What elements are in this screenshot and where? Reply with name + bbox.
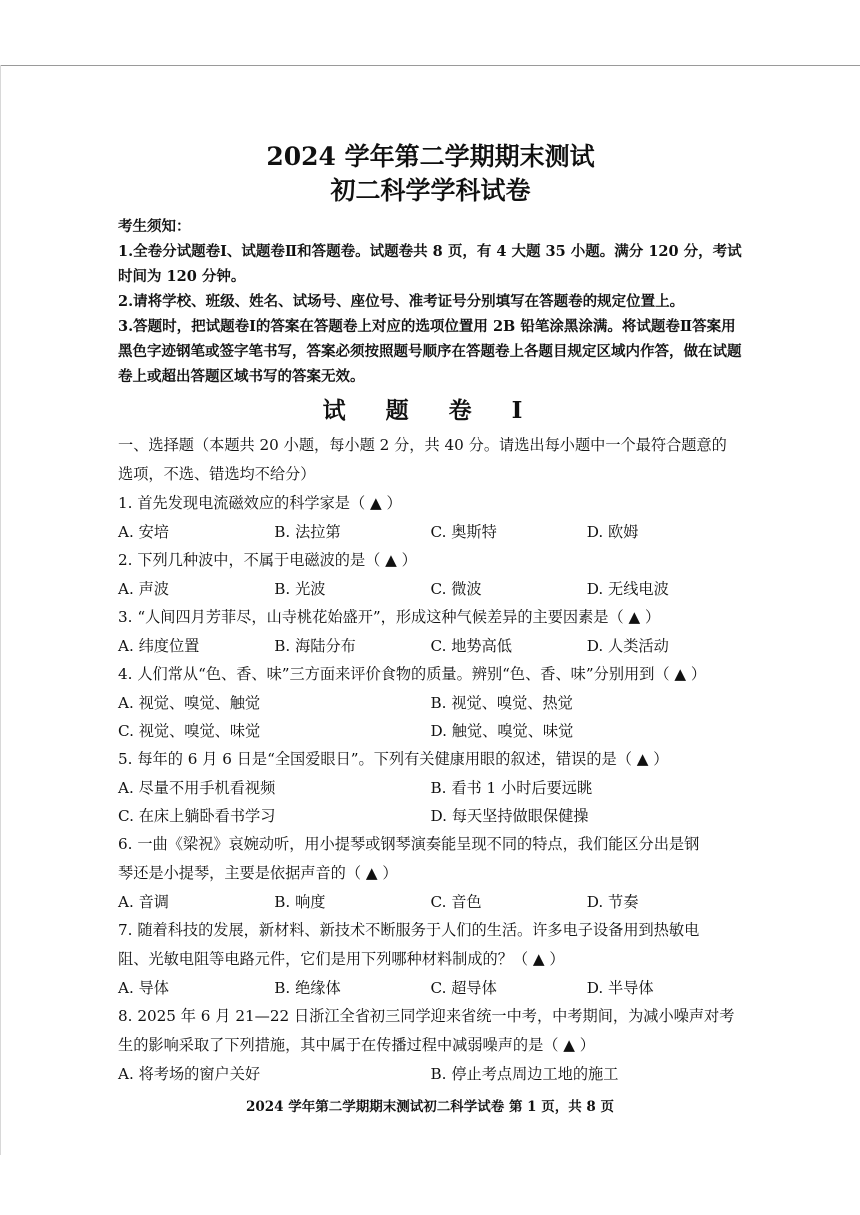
question-4	[118, 660, 743, 745]
answer-option: B. 视觉、嗅觉、热觉	[430, 694, 573, 712]
option-row	[118, 974, 743, 1002]
answer-option: B. 光波	[274, 580, 326, 598]
answer-option: C. 音色	[430, 893, 482, 911]
answer-option: A. 视觉、嗅觉、触觉	[118, 694, 261, 712]
section-title: 试 题 卷 Ⅰ	[322, 397, 539, 424]
answer-option: D. 无线电波	[586, 580, 669, 598]
notice-item-3: 3.答题时，把试题卷Ⅰ的答案在答题卷上对应的选项位置用 2B 铅笔涂黑涂满。将试题卷Ⅱ答案用黑色字迹钢笔或签字笔书写，答案必须按照题号顺序在答题卷上各题目规定区域内作答，做在试题卷上或超出答题区域书写的答案无效。	[118, 318, 742, 385]
answer-option: D. 每天坚持做眼保健操	[430, 807, 589, 825]
answer-option: C. 在床上躺卧看书学习	[118, 807, 276, 825]
question-stem: 6. 一曲《梁祝》哀婉动听，用小提琴或钢琴演奏能呈现不同的特点，我们能区分出是钢	[118, 835, 700, 853]
answer-option: B. 法拉第	[274, 523, 341, 541]
question-5	[118, 745, 743, 830]
option-row	[118, 802, 743, 830]
answer-option: B. 响度	[274, 893, 326, 911]
top-border	[0, 65, 860, 66]
notice-item-2: 2.请将学校、班级、姓名、试场号、座位号、准考证号分别填写在答题卷的规定位置上。	[118, 293, 685, 310]
question-stem: 1. 首先发现电流磁效应的科学家是（ ▲ ）	[118, 494, 402, 512]
answer-option: A. 尽量不用手机看视频	[118, 779, 276, 797]
option-row	[118, 717, 743, 745]
option-row	[118, 774, 743, 802]
question-stem: 7. 随着科技的发展，新材料、新技术不断服务于人们的生活。许多电子设备用到热敏电	[118, 921, 700, 939]
question-stem: 2. 下列几种波中，不属于电磁波的是（ ▲ ）	[118, 551, 417, 569]
question-stem: 阻、光敏电阻等电路元件，它们是用下列哪种材料制成的？（ ▲ ）	[118, 950, 565, 968]
question-stem: 3. “人间四月芳菲尽，山寺桃花始盛开”，形成这种气候差异的主要因素是（ ▲ ）	[118, 608, 661, 626]
option-row	[118, 518, 743, 546]
question-6	[118, 830, 743, 916]
question-stem: 5. 每年的 6 月 6 日是“全国爱眼日”。下列有关健康用眼的叙述，错误的是（ ▲ ）	[118, 750, 669, 768]
question-8	[118, 1002, 743, 1088]
option-row	[118, 689, 743, 717]
answer-option: A. 安培	[118, 523, 169, 541]
answer-option: D. 节奏	[586, 893, 639, 911]
answer-option: A. 纬度位置	[118, 637, 200, 655]
exam-title: 2024 学年第二学期期末测试	[266, 142, 595, 171]
answer-option: C. 微波	[430, 580, 482, 598]
answer-option: B. 海陆分布	[274, 637, 356, 655]
question-stem: 琴还是小提琴，主要是依据声音的（ ▲ ）	[118, 864, 398, 882]
section-intro-line-2: 选项，不选、错选均不给分）	[118, 465, 316, 483]
answer-option: A. 将考场的窗户关好	[118, 1065, 261, 1083]
question-stem: 8. 2025 年 6 月 21—22 日浙江全省初三同学迎来省统一中考，中考期间，为减小噪声对考	[118, 1007, 735, 1025]
option-row	[118, 575, 743, 603]
option-row	[118, 1060, 743, 1088]
answer-option: D. 人类活动	[586, 637, 669, 655]
answer-option: C. 超导体	[430, 979, 497, 997]
notice-item-1: 1.全卷分试题卷Ⅰ、试题卷Ⅱ和答题卷。试题卷共 8 页，有 4 大题 35 小题。满分 120 分，考试时间为 120 分钟。	[118, 243, 742, 285]
answer-option: B. 停止考点周边工地的施工	[430, 1065, 619, 1083]
answer-option: D. 半导体	[586, 979, 654, 997]
question-stem: 4. 人们常从“色、香、味”三方面来评价食物的质量。辨别“色、香、味”分别用到（ ▲ ）	[118, 665, 707, 683]
answer-option: A. 音调	[118, 893, 169, 911]
answer-option: B. 绝缘体	[274, 979, 341, 997]
answer-option: C. 视觉、嗅觉、味觉	[118, 722, 261, 740]
candidate-notice	[118, 214, 743, 389]
exam-page	[118, 140, 743, 1088]
option-row	[118, 888, 743, 916]
notice-heading: 考生须知：	[118, 218, 191, 235]
exam-subtitle: 初二科学学科试卷	[330, 176, 531, 205]
question-1	[118, 489, 743, 546]
question-stem: 生的影响采取了下列措施，其中属于在传播过程中减弱噪声的是（ ▲ ）	[118, 1036, 595, 1054]
answer-option: A. 导体	[118, 979, 169, 997]
answer-option: A. 声波	[118, 580, 169, 598]
page-footer: 2024 学年第二学期期末测试初二科学试卷 第 1 页，共 8 页	[245, 1099, 615, 1115]
question-2	[118, 546, 743, 603]
section-intro-line-1: 一、选择题（本题共 20 小题，每小题 2 分，共 40 分。请选出每小题中一个最符合题意的	[118, 436, 727, 454]
answer-option: D. 欧姆	[586, 523, 639, 541]
question-list	[118, 489, 743, 1088]
question-7	[118, 916, 743, 1002]
answer-option: C. 奥斯特	[430, 523, 497, 541]
answer-option: C. 地势高低	[430, 637, 512, 655]
question-3	[118, 603, 743, 660]
answer-option: B. 看书 1 小时后要远眺	[430, 779, 593, 797]
left-border	[0, 65, 1, 1155]
option-row	[118, 632, 743, 660]
answer-option: D. 触觉、嗅觉、味觉	[430, 722, 574, 740]
